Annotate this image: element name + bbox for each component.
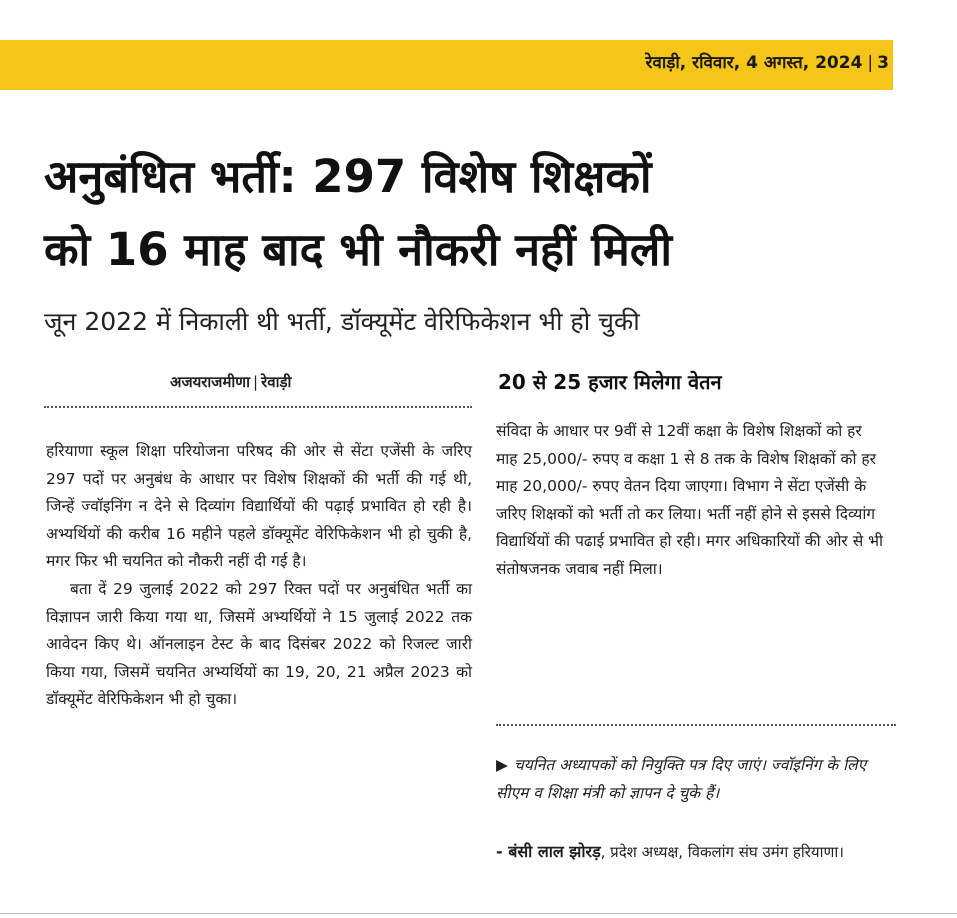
quote-attribution bbox=[496, 838, 888, 866]
dateline bbox=[645, 50, 889, 73]
quote-author: - बंसी लाल झोरड़ bbox=[496, 842, 601, 861]
top-margin bbox=[0, 0, 957, 40]
article-subheadline: जून 2022 में निकाली थी भर्ती, डॉक्यूमेंट वेरिफिकेशन भी हो चुकी bbox=[44, 307, 640, 336]
dateline-separator: | bbox=[867, 53, 874, 73]
headline-line-1: अनुबंधित भर्ती: 297 विशेष शिक्षकों bbox=[44, 150, 652, 203]
byline-place: रेवाड़ी bbox=[261, 373, 292, 391]
byline bbox=[170, 372, 291, 392]
page-number: 3 bbox=[877, 53, 889, 73]
quote-divider bbox=[496, 724, 896, 726]
quote-marker-icon: ▶ bbox=[496, 756, 508, 774]
headline-line-2: को 16 माह बाद भी नौकरी नहीं मिली bbox=[44, 223, 673, 276]
sidebar-paragraph: संविदा के आधार पर 9वीं से 12वीं कक्षा के विशेष शिक्षकों को हर माह 25,000/- रुपए व कक्षा 1 से 8 तक के विशेष शिक्षकों को हर माह 20,000/- रुपए वेतन दिया जाएगा। विभाग ने सेंटा एजेंसी के जरिए शिक्षकों को भर्ती तो कर लिया। भर्ती नहीं होने से इससे दिव्यांग विद्यार्थियों की पढाई प्रभावित हो रही। मगर अधिकारियों की ओर से भी संतोषजनक जवाब नहीं मिला। bbox=[496, 422, 884, 578]
body-paragraph-1: हरियाणा स्कूल शिक्षा परियोजना परिषद की ओर से सेंटा एजेंसी के जरिए 297 पदों पर अनुबंध के आधार पर विशेष शिक्षकों की भर्ती की गई थी, जिन्हें ज्वॉइनिंग न देने से दिव्यांग विद्यार्थियों की पढ़ाई प्रभावित हो रही है। अभ्यर्थियों की करीब 16 महीने पहले डॉक्यूमेंट वेरिफिकेशन भी हो चुकी है, मगर फिर भी चयनित को नौकरी नहीं दी गई है। bbox=[46, 442, 472, 571]
quote-text: चयनित अध्यापकों को नियुक्ति पत्र दिए जाएं। ज्वॉइनिंग के लिए सीएम व शिक्षा मंत्री को ज्ञापन दे चुके हैं। bbox=[496, 756, 867, 802]
article-headline bbox=[44, 140, 904, 286]
bottom-rule bbox=[0, 913, 957, 914]
sidebar-body bbox=[496, 418, 888, 584]
dateline-text: रेवाड़ी, रविवार, 4 अगस्त, 2024 bbox=[645, 53, 863, 73]
sidebar-title: 20 से 25 हजार मिलेगा वेतन bbox=[498, 370, 722, 394]
article-body bbox=[46, 438, 472, 714]
quote-designation: , प्रदेश अध्यक्ष, विकलांग संघ उमंग हरियाणा। bbox=[600, 843, 844, 861]
pull-quote bbox=[496, 752, 888, 807]
byline-author: अजयराजमीणा bbox=[170, 373, 251, 391]
byline-separator: | bbox=[253, 373, 259, 391]
body-paragraph-2: बता दें 29 जुलाई 2022 को 297 रिक्त पदों पर अनुबंधित भर्ती का विज्ञापन जारी किया गया था, जिसमें अभ्यर्थियों ने 15 जुलाई 2022 तक आवेदन किए थे। ऑनलाइन टेस्ट के बाद दिसंबर 2022 को रिजल्ट जारी किया गया, जिसमें चयनित अभ्यर्थियों का 19, 20, 21 अप्रैल 2023 को डॉक्यूमेंट वेरिफिकेशन भी हो चुका। bbox=[46, 579, 472, 709]
byline-divider bbox=[44, 406, 472, 408]
